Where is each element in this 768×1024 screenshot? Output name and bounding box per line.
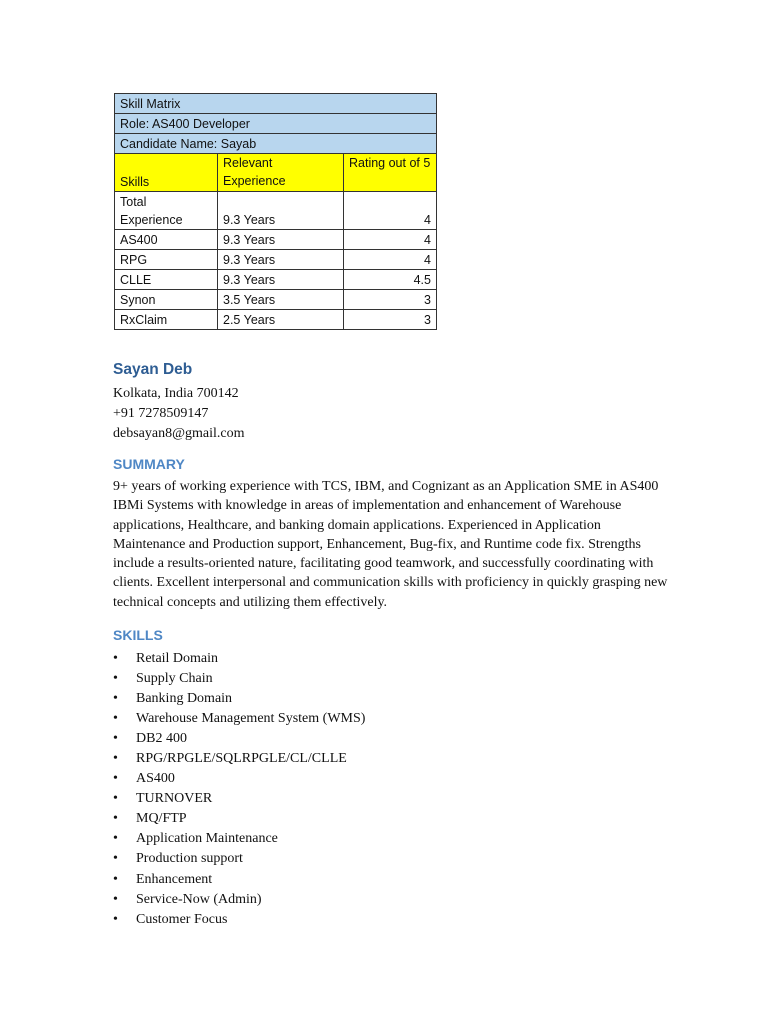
- summary-heading: SUMMARY: [113, 456, 185, 472]
- table-row: [115, 230, 437, 250]
- rating-cell: 4: [344, 250, 437, 270]
- skill-item-label: Supply Chain: [136, 671, 213, 687]
- rating-cell: 3: [344, 310, 437, 330]
- list-item: [113, 829, 365, 849]
- skill-item-label: Application Maintenance: [136, 831, 278, 847]
- table-row: [115, 192, 437, 230]
- skill-item-label: RPG/RPGLE/SQLRPGLE/CL/CLLE: [136, 751, 347, 767]
- contact-block: [113, 384, 244, 444]
- skill-item-label: DB2 400: [136, 731, 187, 747]
- bullet-icon: •: [113, 791, 118, 807]
- list-item: [113, 729, 365, 749]
- bullet-icon: •: [113, 691, 118, 707]
- skills-heading: SKILLS: [113, 627, 163, 643]
- bullet-icon: •: [113, 811, 118, 827]
- bullet-icon: •: [113, 751, 118, 767]
- skills-list: [113, 649, 365, 930]
- skill-item-label: Retail Domain: [136, 651, 219, 666]
- summary-paragraph: 9+ years of working experience with TCS, IBM, and Cognizant as an Application SME in AS400 IBMi Systems with knowledge in areas of implementation and enhancement of Warehouse applications, Healthcare, and banking domain applications. Experienced in Application Maintenance and Production support, Enhancement, Bug-fix, and Runtime code fix. Strengths include a results-oriented nature, facilitating good teamwork, and successfully coordinating with clients. Excellent interpersonal and communication skills with proficiency in quickly grasping new technical concepts and utilizing them effectively.: [113, 479, 668, 610]
- list-item: [113, 769, 365, 789]
- email-text: debsayan8@gmail.com: [113, 426, 245, 441]
- bullet-icon: •: [113, 851, 118, 867]
- experience-cell: 3.5 Years: [218, 290, 344, 310]
- rating-cell: 4.5: [344, 270, 437, 290]
- list-item: [113, 849, 365, 869]
- phone-text: +91 7278509147: [113, 406, 209, 421]
- skill-cell: RPG: [115, 250, 218, 270]
- experience-cell: 2.5 Years: [218, 310, 344, 330]
- table-row: [115, 270, 437, 290]
- experience-cell: 9.3 Years: [218, 192, 344, 230]
- skill-cell: CLLE: [115, 270, 218, 290]
- skill-item-label: AS400: [136, 771, 175, 787]
- bullet-icon: •: [113, 651, 118, 666]
- list-item: [113, 649, 365, 669]
- table-row: [115, 310, 437, 330]
- matrix-candidate-row: [115, 134, 437, 154]
- table-row: [115, 290, 437, 310]
- rating-cell: 4: [344, 230, 437, 250]
- skill-item-label: Production support: [136, 851, 243, 867]
- list-item: [113, 689, 365, 709]
- location-text: Kolkata, India 700142: [113, 386, 239, 401]
- skill-cell: Synon: [115, 290, 218, 310]
- skill-item-label: MQ/FTP: [136, 811, 187, 827]
- bullet-icon: •: [113, 891, 118, 907]
- skill-item-label: Banking Domain: [136, 691, 233, 707]
- list-item: [113, 870, 365, 890]
- bullet-icon: •: [113, 731, 118, 747]
- rating-cell: 4: [344, 192, 437, 230]
- experience-cell: 9.3 Years: [218, 250, 344, 270]
- skill-item-label: TURNOVER: [136, 791, 213, 807]
- bullet-icon: •: [113, 711, 118, 727]
- matrix-title: Skill Matrix: [115, 94, 437, 114]
- candidate-name: Sayan Deb: [113, 361, 193, 378]
- skill-matrix-table: [114, 93, 437, 330]
- list-item: [113, 749, 365, 769]
- bullet-icon: •: [113, 771, 118, 787]
- skill-item-label: Customer Focus: [136, 911, 228, 927]
- list-item: [113, 789, 365, 809]
- matrix-title-row: [115, 94, 437, 114]
- header-relevant-experience: Relevant Experience: [218, 154, 344, 192]
- list-item: [113, 890, 365, 910]
- rating-cell: 3: [344, 290, 437, 310]
- bullet-icon: •: [113, 871, 118, 887]
- experience-cell: 9.3 Years: [218, 270, 344, 290]
- bullet-icon: •: [113, 911, 118, 927]
- skill-item-label: Enhancement: [136, 871, 213, 887]
- list-item: [113, 809, 365, 829]
- matrix-header-row: [115, 154, 437, 192]
- skill-item-label: Warehouse Management System (WMS): [136, 711, 366, 727]
- matrix-role: Role: AS400 Developer: [115, 114, 437, 134]
- skill-cell: AS400: [115, 230, 218, 250]
- bullet-icon: •: [113, 671, 118, 687]
- skill-cell: RxClaim: [115, 310, 218, 330]
- experience-cell: 9.3 Years: [218, 230, 344, 250]
- list-item: [113, 910, 365, 930]
- list-item: [113, 669, 365, 689]
- skill-cell: Total Experience: [115, 192, 218, 230]
- bullet-icon: •: [113, 831, 118, 847]
- header-skills: Skills: [115, 154, 218, 192]
- skill-item-label: Service-Now (Admin): [136, 891, 262, 907]
- table-row: [115, 250, 437, 270]
- header-rating: Rating out of 5: [344, 154, 437, 192]
- matrix-candidate: Candidate Name: Sayab: [115, 134, 437, 154]
- list-item: [113, 709, 365, 729]
- matrix-role-row: [115, 114, 437, 134]
